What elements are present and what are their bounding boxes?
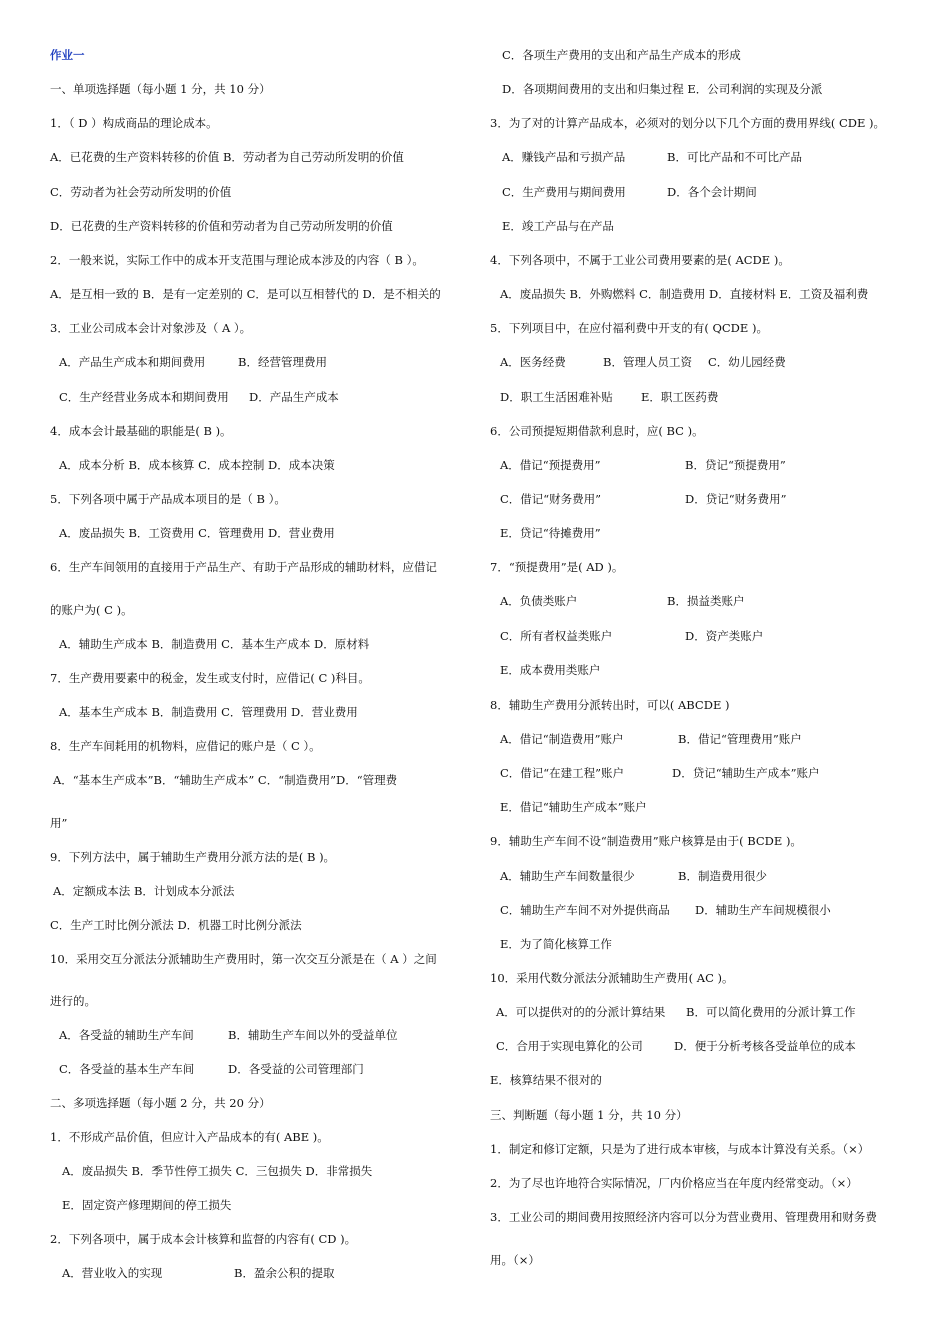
right-line: C．所有者权益类账户	[500, 629, 613, 643]
right-line: A．负债类账户	[500, 594, 578, 608]
left-line: A．废品损失 B．季节性停工损失 C．三包损失 D．非常损失	[62, 1164, 373, 1178]
left-line: 6．生产车间领用的直接用于产品生产、有助于产品形成的辅助材料，应借记	[50, 560, 437, 574]
right-line: C．借记“财务费用”	[500, 492, 602, 506]
right-line: B．借记“管理费用”账户	[678, 732, 802, 746]
right-line: A．可以提供对的的分派计算结果	[496, 1005, 666, 1019]
left-line: 10．采用交互分派法分派辅助生产费用时，第一次交互分派是在（ A ）之间	[50, 952, 437, 966]
right-line: A．借记“制造费用”账户	[500, 732, 624, 746]
right-line: C．幼儿园经费	[708, 355, 786, 369]
right-line: 2．为了尽也许地符合实际情况，厂内价格应当在年度内经常变动。（×）	[490, 1176, 858, 1190]
left-line: B．盈余公积的提取	[234, 1266, 335, 1280]
right-line: D．便于分析考核各受益单位的成本	[674, 1039, 856, 1053]
left-line: E．固定资产修理期间的停工损失	[62, 1198, 232, 1212]
left-line: 1．不形成产品价值，但应计入产品成本的有( ABE )。	[50, 1130, 329, 1144]
right-line: B．贷记“预提费用”	[685, 458, 786, 472]
right-line: E．为了简化核算工作	[500, 937, 612, 951]
right-line: D．各项期间费用的支出和归集过程 E．公司利润的实现及分派	[502, 82, 823, 96]
right-line: C．合用于实现电算化的公司	[496, 1039, 643, 1053]
right-line: A．医务经费	[500, 355, 566, 369]
left-line: D．已花费的生产资料转移的价值和劳动者为自己劳动所发明的价值	[50, 219, 393, 233]
right-line: 3．为了对的计算产品成本，必须对的划分以下几个方面的费用界线( CDE )。	[490, 116, 886, 130]
left-line: A．定额成本法 B．计划成本分派法	[53, 884, 235, 898]
right-line: 1．制定和修订定额，只是为了进行成本审核，与成本计算没有关系。（×）	[490, 1142, 870, 1156]
right-line: D．贷记“辅助生产成本”账户	[672, 766, 820, 780]
left-line: 1．（ D ）构成商品的理论成本。	[50, 116, 218, 130]
right-line: A．赚钱产品和亏损产品	[502, 150, 626, 164]
left-line: A．辅助生产成本 B．制造费用 C．基本生产成本 D．原材料	[59, 637, 370, 651]
right-line: 4．下列各项中，不属于工业公司费用要素的是( ACDE )。	[490, 253, 790, 267]
left-line: A．是互相一致的 B．是有一定差别的 C．是可以互相替代的 D．是不相关的	[50, 287, 441, 301]
right-line: C．生产费用与期间费用	[502, 185, 626, 199]
left-line: B．辅助生产车间以外的受益单位	[228, 1028, 398, 1042]
left-line: 8．生产车间耗用的机物料，应借记的账户是（ C ）。	[50, 739, 321, 753]
right-line: D．职工生活困难补贴	[500, 390, 613, 404]
left-line: 作业一	[50, 48, 85, 62]
right-line: A．借记“预提费用”	[500, 458, 601, 472]
right-line: B．可比产品和不可比产品	[667, 150, 802, 164]
right-line: E．核算结果不很对的	[490, 1073, 602, 1087]
right-line: E．贷记“待摊费用”	[500, 526, 601, 540]
left-line: 进行的。	[50, 994, 96, 1008]
left-line: 3．工业公司成本会计对象涉及（ A ）。	[50, 321, 252, 335]
right-line: B．制造费用很少	[678, 869, 767, 883]
right-line: C．借记“在建工程”账户	[500, 766, 625, 780]
right-line: 6．公司预提短期借款利息时，应( BC )。	[490, 424, 704, 438]
right-line: D．各个会计期间	[667, 185, 757, 199]
right-line: C．辅助生产车间不对外提供商品	[500, 903, 670, 917]
left-line: 2．下列各项中，属于成本会计核算和监督的内容有( CD )。	[50, 1232, 357, 1246]
right-line: 8．辅助生产费用分派转出时，可以( ABCDE )	[490, 698, 730, 712]
left-line: A．各受益的辅助生产车间	[59, 1028, 194, 1042]
right-line: 10．采用代数分派法分派辅助生产费用( AC )。	[490, 971, 734, 985]
left-line: A．基本生产成本 B．制造费用 C．管理费用 D．营业费用	[59, 705, 358, 719]
left-line: 9．下列方法中，属于辅助生产费用分派方法的是( B )。	[50, 850, 336, 864]
right-line: 3．工业公司的期间费用按照经济内容可以分为营业费用、管理费用和财务费	[490, 1210, 877, 1224]
left-line: 一、单项选择题（每小题 1 分，共 10 分）	[50, 82, 271, 96]
right-line: D．资产类账户	[685, 629, 764, 643]
left-line: A．成本分析 B．成本核算 C．成本控制 D．成本决策	[59, 458, 335, 472]
left-line: C．劳动者为社会劳动所发明的价值	[50, 185, 232, 199]
left-line: C．各受益的基本生产车间	[59, 1062, 195, 1076]
right-line: A．辅助生产车间数量很少	[500, 869, 635, 883]
left-line: 7．生产费用要素中的税金，发生或支付时，应借记( C )科目。	[50, 671, 370, 685]
left-line: B．经营管理费用	[238, 355, 327, 369]
left-line: 用”	[50, 816, 68, 830]
left-line: 2．一般来说，实际工作中的成本开支范围与理论成本涉及的内容（ B ）。	[50, 253, 424, 267]
left-line: A．已花费的生产资料转移的价值 B．劳动者为自己劳动所发明的价值	[50, 150, 404, 164]
right-line: D．辅助生产车间规模很小	[695, 903, 831, 917]
left-line: A．废品损失 B．工资费用 C．管理费用 D．营业费用	[59, 526, 335, 540]
left-line: 4．成本会计最基础的职能是( B )。	[50, 424, 232, 438]
left-line: 5．下列各项中属于产品成本项目的是（ B ）。	[50, 492, 286, 506]
right-line: 7．“预提费用”是( AD )。	[490, 560, 624, 574]
right-line: C．各项生产费用的支出和产品生产成本的形成	[502, 48, 741, 62]
left-line: D．各受益的公司管理部门	[228, 1062, 364, 1076]
left-line: 的账户为( C )。	[50, 603, 133, 617]
right-line: D．贷记“财务费用”	[685, 492, 787, 506]
left-line: C．生产经营业务成本和期间费用	[59, 390, 229, 404]
right-line: A．废品损失 B．外购燃料 C．制造费用 D．直接材料 E．工资及福利费	[500, 287, 869, 301]
right-line: E．竣工产品与在产品	[502, 219, 614, 233]
left-line: A．产品生产成本和期间费用	[59, 355, 206, 369]
right-line: 9．辅助生产车间不设“制造费用”账户核算是由于( BCDE )。	[490, 834, 802, 848]
left-line: D．产品生产成本	[249, 390, 339, 404]
right-line: B．损益类账户	[667, 594, 745, 608]
right-line: 5．下列项目中，在应付福利费中开支的有( QCDE )。	[490, 321, 768, 335]
right-line: 用。（×）	[490, 1253, 540, 1267]
right-line: E．借记“辅助生产成本”账户	[500, 800, 647, 814]
left-line: 二、多项选择题（每小题 2 分，共 20 分）	[50, 1096, 271, 1110]
right-line: B．管理人员工资	[603, 355, 692, 369]
right-line: E．职工医药费	[641, 390, 719, 404]
left-line: A．营业收入的实现	[62, 1266, 163, 1280]
right-line: 三、判断题（每小题 1 分，共 10 分）	[490, 1108, 688, 1122]
left-line: C．生产工时比例分派法 D．机器工时比例分派法	[50, 918, 302, 932]
left-line: A．“基本生产成本”B．“辅助生产成本” C．“制造费用”D．“管理费	[53, 773, 398, 787]
right-line: E．成本费用类账户	[500, 663, 601, 677]
right-line: B．可以简化费用的分派计算工作	[686, 1005, 856, 1019]
